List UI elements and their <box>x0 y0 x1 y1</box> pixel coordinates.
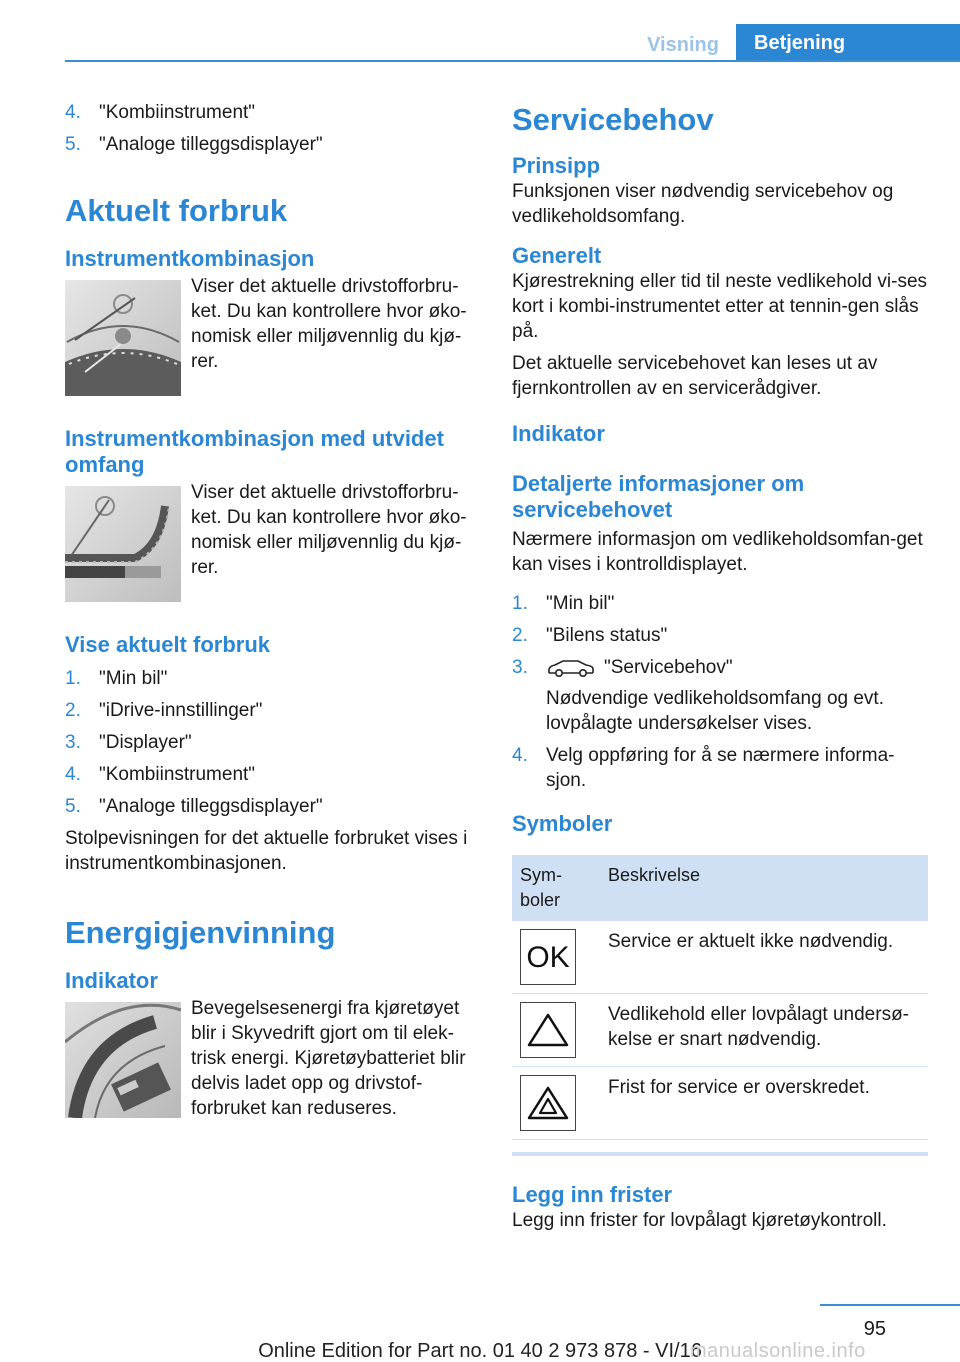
table-row <box>512 921 928 994</box>
list-item: 3. "Displayer" <box>65 732 192 753</box>
heading-aktuelt-forbruk: Aktuelt forbruk <box>65 193 288 228</box>
symbol-description: Service er aktuelt ikke nødvendig. <box>600 921 928 994</box>
list-item: 4. "Kombiinstrument" <box>65 102 256 123</box>
heading-instr-utvidet: Instrumentkombinasjon med utvidet omfang <box>65 426 444 477</box>
figure-row-instr-ext <box>65 480 483 602</box>
table-header-row <box>512 855 928 921</box>
instr-description: Viser det aktuelle drivstofforbru‐ket. Du kan kontrollere hvor øko‐nomisk eller miljøvennlig du kjø‐rer. <box>191 276 467 372</box>
section-tab-visning[interactable]: Visning <box>647 34 719 56</box>
overdue-triangle-icon <box>520 1075 576 1131</box>
symbol-description: Frist for service er overskredet. <box>600 1067 928 1140</box>
list-item: 5. "Analoge tilleggsdisplayer" <box>65 796 323 817</box>
page-header <box>0 0 960 62</box>
heading-indikator-left: Indikator <box>65 968 158 993</box>
gauge-extended-image <box>65 486 181 602</box>
heading-symboler: Symboler <box>512 811 613 836</box>
heading-detaljer: Detaljerte informasjoner om servicebehovet <box>512 471 805 522</box>
top-steps-list <box>65 100 483 157</box>
heading-energigjenvinning: Energigjenvinning <box>65 915 336 950</box>
column-header-description: Beskrivelse <box>600 855 928 921</box>
gauge-consumption-image <box>65 280 181 396</box>
vise-steps-list <box>65 666 483 819</box>
heading-instrumentkombinasjon: Instrumentkombinasjon <box>65 246 315 271</box>
edition-note: Online Edition for Part no. 01 40 2 973 878 - VI/16 <box>258 1340 702 1362</box>
list-item: 2. "Bilens status" <box>512 625 668 646</box>
table-row <box>512 1067 928 1140</box>
list-item: 3. "Servicebehov" Nødvendige vedlikeholdsomfang og evt. lovpålagte undersøkelser vises. <box>512 657 884 734</box>
list-item: 4. Velg oppføring for å se nærmere informa‐sjon. <box>512 745 895 791</box>
figure-row-instr <box>65 274 483 396</box>
efficient-dynamics-gauge-image <box>65 1002 181 1118</box>
generelt-text-1: Kjørestrekning eller tid til neste vedlikehold vi‐ses kort i kombi-instrumentet etter at tennin‐gen slås på. <box>512 271 928 342</box>
prinsipp-text: Funksjonen viser nødvendig servicebehov og vedlikeholdsomfang. <box>512 181 894 227</box>
figure-row-energi <box>65 996 483 1121</box>
watermark: manualsonline.info <box>690 1340 866 1362</box>
instr-ext-description: Viser det aktuelle drivstofforbru‐ket. Du kan kontrollere hvor øko‐nomisk eller miljøvennlig du kjø‐rer. <box>191 482 467 578</box>
table-row <box>512 994 928 1067</box>
warning-triangle-icon <box>520 1002 576 1058</box>
ok-icon: OK <box>520 929 576 985</box>
column-header-symbol: Sym‐boler <box>512 855 600 921</box>
frister-text: Legg inn frister for lovpålagt kjøretøykontroll. <box>512 1210 887 1231</box>
right-column <box>512 101 928 1233</box>
symbols-table <box>512 855 928 1140</box>
heading-legg-inn-frister: Legg inn frister <box>512 1182 673 1207</box>
generelt-text-2: Det aktuelle servicebehovet kan leses ut av fjernkontrollen av en servicerådgiver. <box>512 353 878 399</box>
footer-divider <box>820 1304 960 1306</box>
header-divider <box>65 60 960 62</box>
symbol-description: Vedlikehold eller lovpålagt undersø‐kelse er snart nødvendig. <box>600 994 928 1067</box>
detaljer-text: Nærmere informasjon om vedlikeholdsomfan‐get kan vises i kontrolldisplayet. <box>512 529 923 575</box>
list-item: 4. "Kombiinstrument" <box>65 764 256 785</box>
energi-description: Bevegelsesenergi fra kjøretøyet blir i Skyvedrift gjort om til elek‐trisk energi. Kjøretøybatteriet blir delvis ladet opp og drivstof‐forbruket kan reduseres. <box>191 998 466 1119</box>
list-item: 5. "Analoge tilleggsdisplayer" <box>65 134 323 155</box>
list-item: 2. "iDrive-innstillinger" <box>65 700 263 721</box>
section-tab-betjening[interactable]: Betjening <box>736 24 960 62</box>
service-steps-list <box>512 591 928 793</box>
list-item: 1. "Min bil" <box>65 668 168 689</box>
heading-servicebehov: Servicebehov <box>512 102 714 137</box>
heading-generelt: Generelt <box>512 243 602 268</box>
heading-vise-aktuelt-forbruk: Vise aktuelt forbruk <box>65 632 270 657</box>
list-item: 1. "Min bil" <box>512 593 615 614</box>
heading-prinsipp: Prinsipp <box>512 153 601 178</box>
heading-indikator-right: Indikator <box>512 421 605 446</box>
vise-note: Stolpevisningen for det aktuelle forbruket vises i instrumentkombinasjonen. <box>65 828 468 874</box>
left-column <box>65 100 483 1121</box>
page-number: 95 <box>863 1318 886 1340</box>
car-service-icon <box>546 658 596 678</box>
table-end-rule <box>512 1152 928 1156</box>
